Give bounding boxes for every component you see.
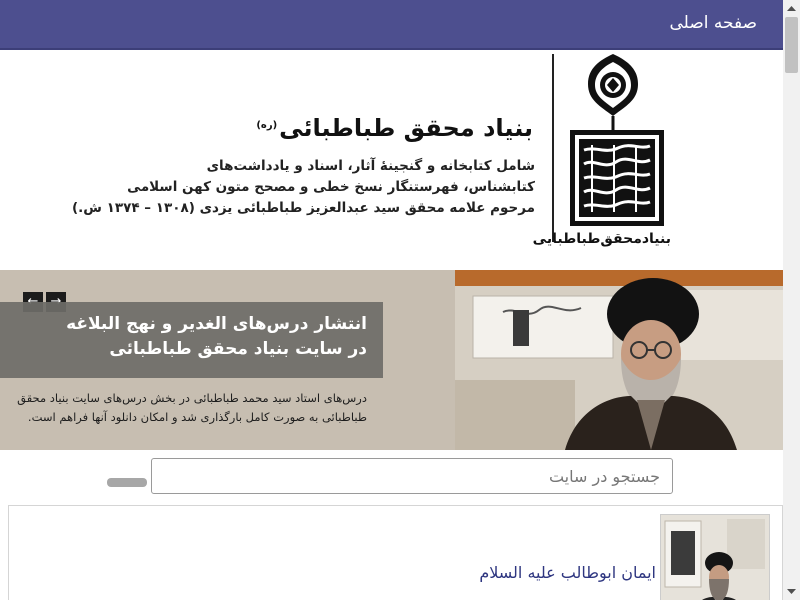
slide-caption-summary: [17, 389, 367, 427]
scroll-up-arrow-icon[interactable]: [783, 0, 800, 17]
page-scrollbar[interactable]: [783, 0, 800, 600]
news-slider[interactable]: [0, 270, 783, 450]
search-input[interactable]: [151, 458, 673, 494]
logo-caption: بنیادمحقق‌طباطبایی: [532, 231, 671, 247]
nav-home-link[interactable]: صفحه اصلی: [669, 13, 757, 33]
article-card[interactable]: [8, 505, 783, 600]
slide-caption-title: [66, 312, 367, 362]
site-title-honorific: (ره): [256, 120, 278, 131]
site-description: [72, 156, 535, 219]
slide-caption-title-line: در سایت بنیاد محقق طباطبائی: [109, 339, 367, 359]
top-nav-bar: [0, 0, 783, 50]
slide-caption-title-line: انتشار درس‌های الغدیر و نهج البلاغه: [66, 314, 367, 334]
site-title: [256, 114, 533, 142]
logo-divider: [552, 54, 554, 242]
scrollbar-thumb[interactable]: [785, 17, 798, 73]
slide-caption-summary-line: طباطبائی به صورت کامل بارگذاری شد و امکان دانلود آنها فراهم است.: [27, 410, 367, 424]
slide-photo[interactable]: [455, 270, 783, 450]
scroll-down-arrow-icon[interactable]: [783, 583, 800, 600]
site-description-line: شامل کتابخانه و گنجینهٔ آثار، اسناد و یادداشت‌های: [206, 158, 535, 174]
site-logo[interactable]: [532, 50, 671, 260]
search-button[interactable]: [107, 478, 147, 487]
site-description-line: مرحوم علامه محقق سید عبدالعزیز طباطبائی یزدی (۱۳۰۸ – ۱۳۷۴ ش.): [71, 200, 535, 216]
article-title-link[interactable]: ایمان ابوطالب علیه السلام: [479, 563, 656, 582]
slide-caption-box[interactable]: [0, 302, 383, 378]
site-description-line: کتابشناس، فهرستنگار نسخ خطی و مصحح متون کهن اسلامی: [127, 179, 535, 195]
article-thumbnail[interactable]: [660, 514, 770, 600]
foundation-logo-icon: [556, 50, 671, 230]
slide-caption-summary-line: درس‌های استاد سید محمد طباطبائی در بخش درس‌های سایت بنیاد محقق: [17, 391, 367, 405]
site-title-text: بنیاد محقق طباطبائی: [279, 114, 533, 142]
search-bar: [0, 450, 783, 505]
site-header: [0, 50, 783, 270]
